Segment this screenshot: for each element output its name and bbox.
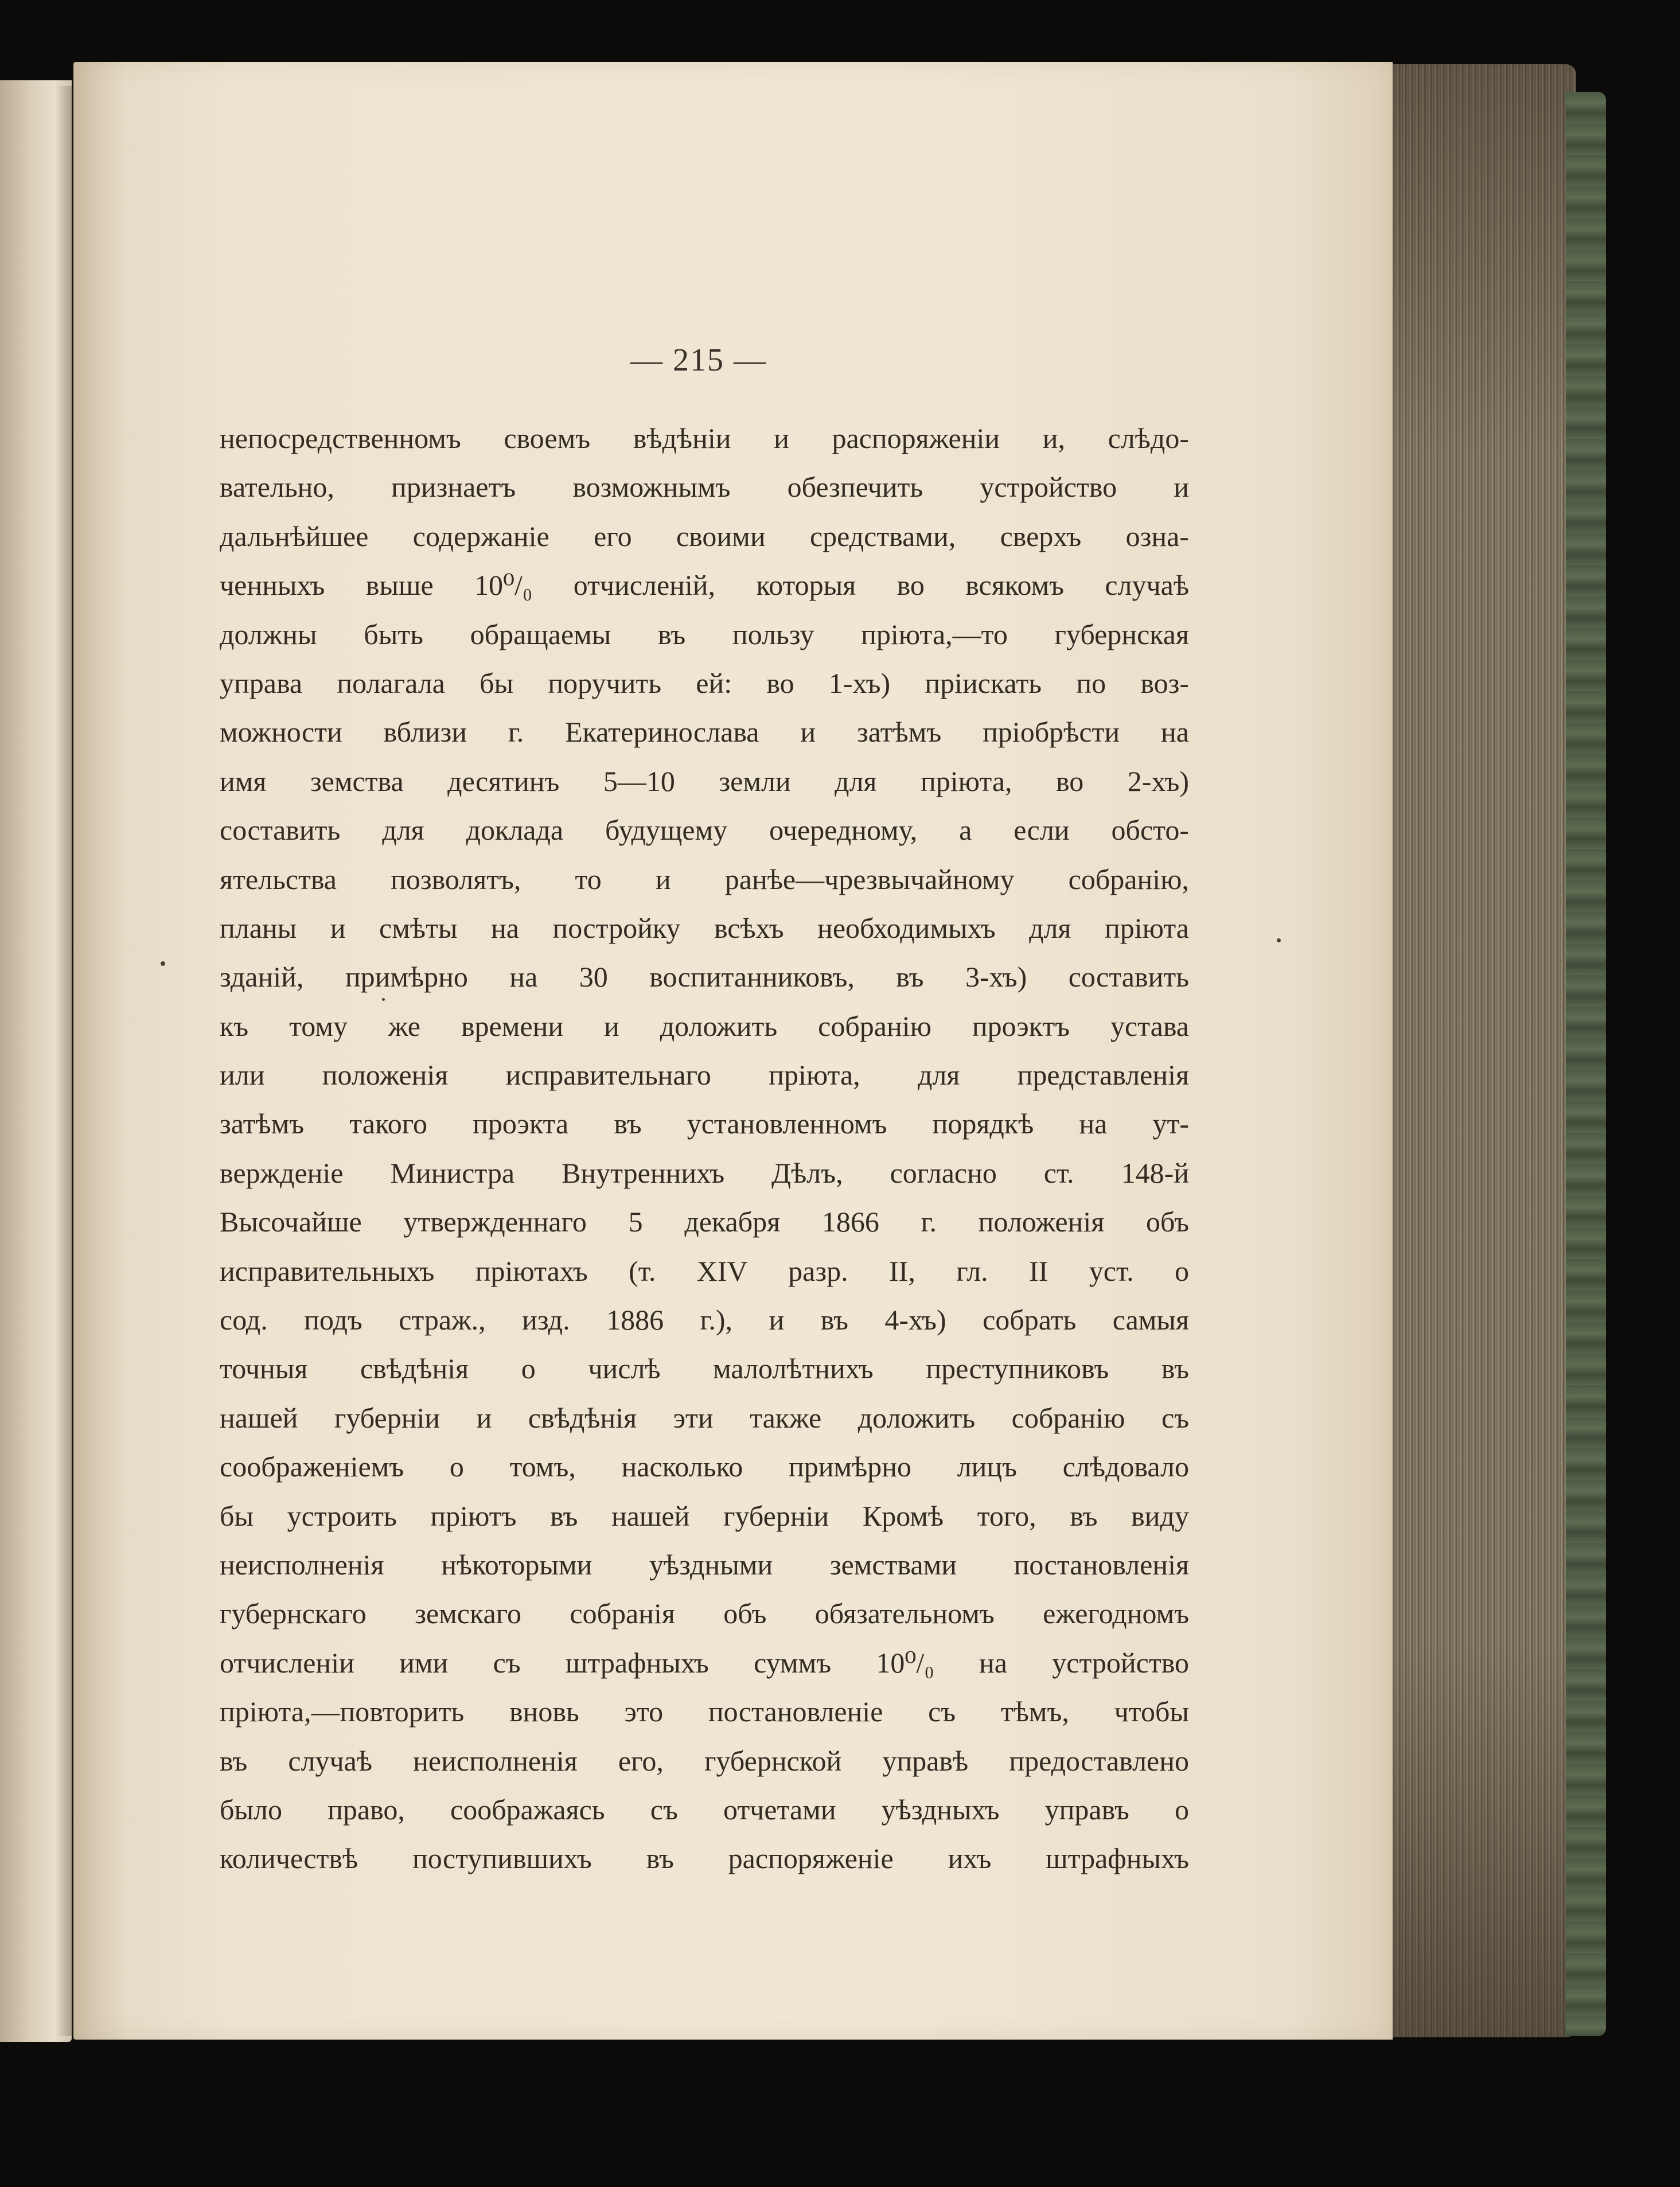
- text-line: вательно, признаетъ возможнымъ обезпечить устройство и: [220, 471, 1189, 504]
- paper-speck: [1277, 938, 1281, 942]
- text-line: количествѣ поступившихъ въ распоряженіе ихъ штрафныхъ: [220, 1842, 1189, 1875]
- text-line: планы и смѣты на постройку всѣхъ необходимыхъ для пріюта: [220, 911, 1189, 944]
- page-block-edges: [1387, 64, 1576, 2037]
- text-line: точныя свѣдѣнія о числѣ малолѣтнихъ преступниковъ въ: [220, 1352, 1189, 1385]
- text-line: дальнѣйшее содержаніе его своими средствами, сверхъ озна-: [220, 520, 1189, 552]
- page-number-text: — 215 —: [630, 342, 767, 378]
- text-line: составить для доклада будущему очередному, а если обсто-: [220, 814, 1189, 847]
- paper-speck: [161, 961, 165, 966]
- text-line: было право, соображаясь съ отчетами уѣздныхъ управъ о: [220, 1793, 1189, 1826]
- text-line: затѣмъ такого проэкта въ установленномъ порядкѣ на ут-: [220, 1108, 1189, 1140]
- page-number: [73, 342, 1393, 379]
- text-line: вержденіе Министра Внутреннихъ Дѣлъ, согласно ст. 148-й: [220, 1156, 1189, 1189]
- text-line: бы устроить пріютъ въ нашей губерніи Кромѣ того, въ виду: [220, 1499, 1189, 1532]
- text-line: исправительныхъ пріютахъ (т. XIV разр. II, гл. II уст. о: [220, 1254, 1189, 1287]
- book-cover-edge: [1566, 92, 1606, 2036]
- text-line: къ тому же времени и доложить собранію проэктъ устава: [220, 1009, 1189, 1042]
- book-page: [73, 62, 1393, 2040]
- body-text: [220, 414, 1189, 1884]
- text-line: неисполненія нѣкоторыми уѣздными земствами постановленія: [220, 1548, 1189, 1581]
- text-line: нашей губерніи и свѣдѣнія эти также доложить собранію съ: [220, 1401, 1189, 1434]
- text-line: сод. подъ страж., изд. 1886 г.), и въ 4-хъ) собрать самыя: [220, 1304, 1189, 1336]
- text-line: или положенія исправительнаго пріюта, для представленія: [220, 1059, 1189, 1091]
- text-line: отчисленіи ими съ штрафныхъ суммъ 10⁰/₀ на устройство: [220, 1646, 1189, 1679]
- text-line: губернскаго земскаго собранія объ обязательномъ ежегодномъ: [220, 1597, 1189, 1630]
- text-line: должны быть обращаемы въ пользу пріюта,—то губернская: [220, 618, 1189, 650]
- text-line: соображеніемъ о томъ, насколько примѣрно лицъ слѣдовало: [220, 1451, 1189, 1483]
- text-line: можности вблизи г. Екатеринослава и затѣмъ пріобрѣсти на: [220, 716, 1189, 749]
- text-line: зданій, примѣрно на 30 воспитанниковъ, въ 3-хъ) составить: [220, 961, 1189, 993]
- text-line: управа полагала бы поручить ей: во 1-хъ) пріискать по воз-: [220, 666, 1189, 699]
- text-line: ятельства позволятъ, то и ранѣе—чрезвычайному собранію,: [220, 863, 1189, 895]
- text-line: пріюта,—повторить вновь это постановленіе съ тѣмъ, чтобы: [220, 1695, 1189, 1728]
- text-line: непосредственномъ своемъ вѣдѣніи и распоряженіи и, слѣдо-: [220, 422, 1189, 454]
- text-line: въ случаѣ неисполненія его, губернской управѣ предоставлено: [220, 1744, 1189, 1777]
- paper-speck: [382, 998, 385, 1001]
- text-line: ченныхъ выше 10⁰/₀ отчисленій, которыя во всякомъ случаѣ: [220, 569, 1189, 602]
- text-line: Высочайше утвержденнаго 5 декабря 1866 г. положенія объ: [220, 1206, 1189, 1238]
- text-line: имя земства десятинъ 5—10 земли для пріюта, во 2-хъ): [220, 765, 1189, 797]
